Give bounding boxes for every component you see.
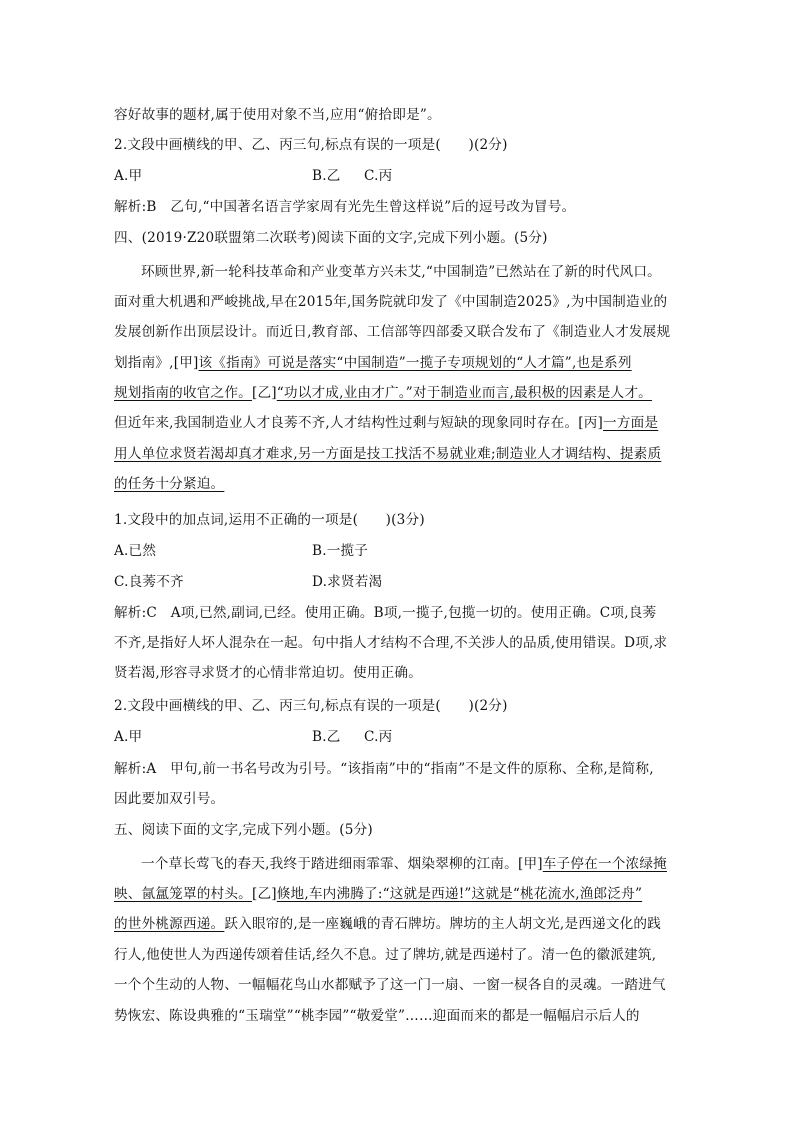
passage-line: 势恢宏、陈设典雅的“玉瑞堂”“桃李园”“敬爱堂”……迎面而来的都是一幅幅启示后人的	[114, 1008, 640, 1024]
option-row	[114, 539, 680, 561]
underlined-sentence-jia: 车子停在一个浓绿掩	[542, 856, 667, 872]
question-stem: 2.文段中画横线的甲、乙、丙三句,标点有误的一项是( )(2分)	[114, 698, 508, 714]
option-b: B.乙	[312, 729, 341, 745]
passage-line: 行人,他使世人为西递传颂着佳话,经久不息。过了牌坊,就是西递村了。清一色的徽派建筑,	[114, 947, 657, 963]
option-row	[114, 570, 680, 592]
option-row	[114, 725, 680, 747]
passage-line: 一个个生动的人物、一幅幅花鸟山水都赋予了这一门一扇、一窗一棂各自的灵魂。一踏进气	[114, 977, 666, 993]
passage-line	[114, 912, 680, 934]
underlined-sentence-jia-end: 映、氤氲笼罩的村头。	[114, 886, 252, 902]
passage-line	[141, 852, 707, 874]
underlined-sentence-yi-end: 的世外桃源西递。	[114, 916, 225, 932]
passage-line	[114, 411, 680, 433]
question-stem: 2.文段中画横线的甲、乙、丙三句,标点有误的一项是( )(2分)	[114, 137, 508, 153]
passage-line: 面对重大机遇和严峻挑战,早在2015年,国务院就印发了《中国制造2025》,为中国制造业的	[114, 294, 668, 310]
underlined-sentence-yi: 倏地,车内沸腾了:“这就是西递!”这就是“桃花流水,渔郎泛舟”	[276, 886, 643, 902]
answer-explanation: 不齐,是指好人坏人混杂在一起。句中指人才结构不合理,不关涉人的品质,使用错误。D项,求	[114, 635, 668, 651]
option-c: C.丙	[364, 729, 393, 745]
passage-line	[114, 442, 680, 464]
passage-text: 但近年来,我国制造业人才良莠不齐,人才结构性过剩与短缺的现象同时存在。[丙]	[114, 415, 604, 431]
passage-text: 一个草长莺飞的春天,我终于踏进细雨霏霏、烟染翠柳的江南。[甲]	[141, 856, 543, 872]
option-d: D.求贤若渴	[312, 574, 383, 590]
underlined-sentence-jia-end: 规划指南的收官之作。	[114, 385, 252, 401]
passage-line	[114, 472, 680, 494]
passage-line: 环顾世界,新一轮科技革命和产业变革方兴未艾,“中国制造”已然站在了新的时代风口。	[141, 264, 661, 280]
answer-explanation: 因此要加双引号。	[114, 791, 225, 807]
passage-line	[114, 381, 680, 403]
underlined-sentence-yi: “功以才成,业由才广。”对于制造业而言,最积极的因素是人才。	[276, 385, 652, 401]
passage-line	[114, 351, 680, 373]
question-stem: 1.文段中的加点词,运用不正确的一项是( )(3分)	[114, 512, 425, 528]
section-heading: 五、阅读下面的文字,完成下列小题。(5分)	[114, 822, 373, 838]
answer-explanation: 贤若渴,形容寻求贤才的心情非常迫切。使用正确。	[114, 665, 422, 681]
paragraph-continuation: 容好故事的题材,属于使用对象不当,应用“俯拾即是”。	[114, 107, 441, 123]
answer-explanation: 解析:B 乙句,“中国著名语言学家周有光先生曾这样说”后的逗号改为冒号。	[114, 199, 576, 215]
answer-explanation: 解析:A 甲句,前一书名号改为引号。“该指南”中的“指南”不是文件的原称、全称,是简称,	[114, 761, 654, 777]
option-a: A.甲	[114, 168, 143, 184]
option-a: A.甲	[114, 729, 143, 745]
option-a: A.已然	[114, 543, 157, 559]
passage-text: 划指南》,[甲]	[114, 355, 199, 371]
passage-line: 发展创新作出顶层设计。而近日,教育部、工信部等四部委又联合发布了《制造业人才发展规	[114, 324, 671, 340]
underlined-sentence-bing-end: 的任务十分紧迫。	[114, 476, 225, 492]
option-c: C.良莠不齐	[114, 574, 184, 590]
passage-text: [乙]	[251, 385, 277, 401]
option-row	[114, 164, 680, 186]
option-b: B.乙	[312, 168, 341, 184]
passage-text: 跃入眼帘的,是一座巍峨的青石牌坊。牌坊的主人胡文光,是西递文化的践	[224, 916, 662, 932]
option-b: B.一揽子	[312, 543, 369, 559]
answer-explanation: 解析:C A项,已然,副词,已经。使用正确。B项,一揽子,包揽一切的。使用正确。C项,良莠	[114, 605, 657, 621]
section-heading: 四、(2019·Z20联盟第二次联考)阅读下面的文字,完成下列小题。(5分)	[114, 230, 548, 246]
underlined-sentence-jia: 该《指南》可说是落实“中国制造”一揽子专项规划的“人才篇”,也是系列	[198, 355, 632, 371]
option-c: C.丙	[364, 168, 393, 184]
passage-text: [乙]	[251, 886, 277, 902]
underlined-sentence-bing: 用人单位求贤若渴却真才难求,另一方面是技工找活不易就业难;制造业人才调结构、提素质	[114, 446, 662, 462]
passage-line	[114, 882, 680, 904]
underlined-sentence-bing: 一方面是	[603, 415, 659, 431]
